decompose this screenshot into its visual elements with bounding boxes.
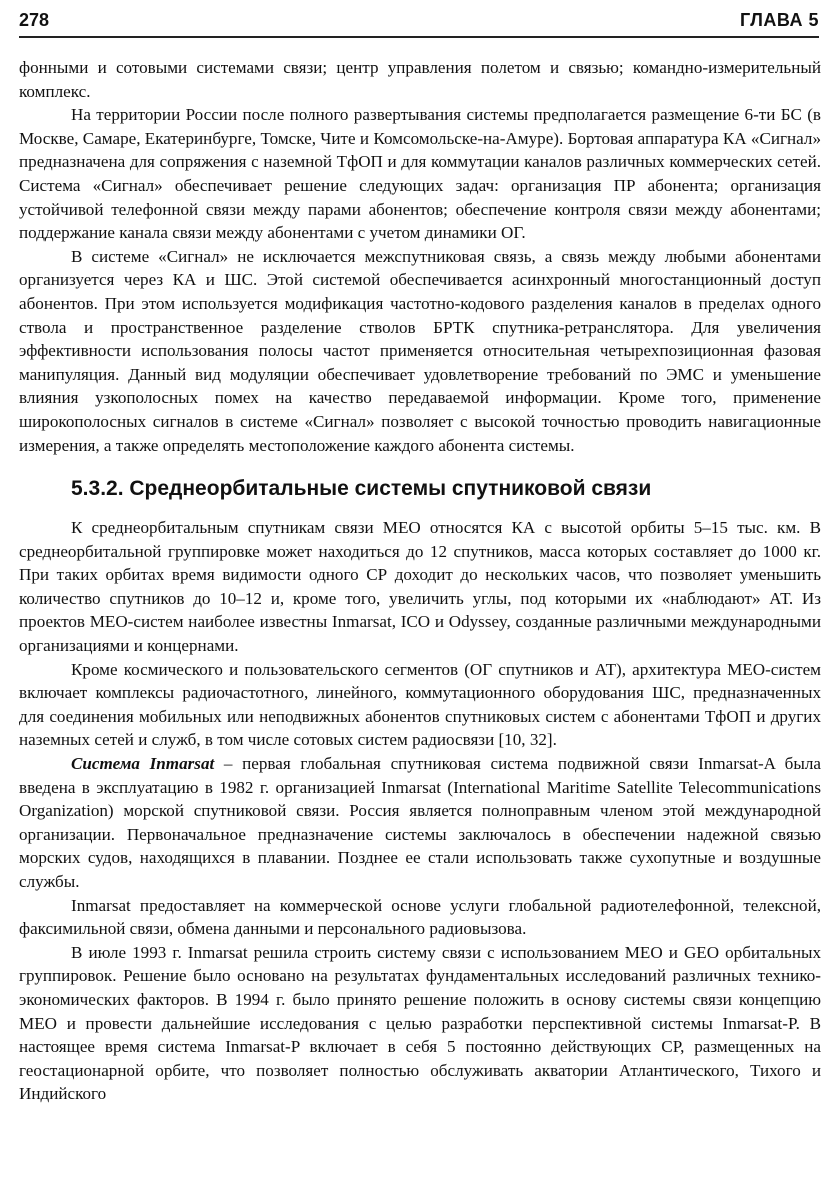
- page-body: [19, 56, 821, 1106]
- paragraph: Кроме космического и пользовательского сегментов (ОГ спутников и АТ), архитектура МЕО-систем включает комплексы радиочастотного, линейного, коммутационного оборудования ШС, предназначенных для соединения мобильных или неподвижных абонентов спутниковых систем с абонентами ТфОП и других наземных сетей и служб, в том числе сотовых систем радиосвязи [10, 32].: [19, 659, 821, 750]
- paragraph: В системе «Сигнал» не исключается межспутниковая связь, а связь между любыми абонентами организуется через КА и ШС. Этой системой обеспечивается асинхронный многостанционный доступ абонентов. При этом используется модификация частотно-кодового разделения каналов в пределах одного ствола и пространственное разделение стволов БРТК спутника-ретранслятора. Для увеличения эффективности использования полосы частот применяется относительная четырехпозиционная фазовая манипуляция. Данный вид модуляции обеспечивает удовлетворение требований по ЭМС и уменьшение влияния узкополосных помех на качество передаваемой информации. Кроме того, применение широкополосных сигналов в системе «Сигнал» позволяет с высокой точностью проводить навигационные измерения, а также определять местоположение каждого абонента системы.: [19, 246, 821, 455]
- system-term: Система Inmarsat: [71, 754, 215, 774]
- paragraph: На территории России после полного развертывания системы предполагается размещение 6-ти БС (в Москве, Самаре, Екатеринбурге, Томске, Чите и Комсомольске-на-Амуре). Бортовая аппаратура КА «Сигнал» предназначена для сопряжения с наземной ТфОП и для коммутации каналов различных коммерческих сетей. Система «Сигнал» обеспечивает решение следующих задач: организация ПР абонента; организация устойчивой телефонной связи между парами абонентов; обеспечение контроля связи между абонентами; поддержание канала связи между абонентами с учетом динамики ОГ.: [19, 105, 821, 243]
- paragraph-text: – первая глобальная спутниковая система подвижной связи Inmarsat-A была введена в эксплуатацию в 1982 г. организацией Inmarsat (International Maritime Satellite Telecommunications Organization) морской спутниковой связи. Россия является полноправным членом этой международной организации. Первоначальное предназначение системы заключалось в обеспечении надежной связью морских судов, находящихся в плавании. Позднее ее стали использовать также сухопутные и воздушные службы.: [19, 754, 821, 891]
- page-number: 278: [19, 10, 50, 30]
- paragraph: В июле 1993 г. Inmarsat решила строить систему связи с использованием МЕО и GEO орбитальных группировок. Решение было основано на результатах фундаментальных исследований различных технико-экономических факторов. В 1994 г. было принято решение положить в основу системы связи концепцию МЕО и провести дальнейшие исследования с целью разработки перспективной системы Inmarsat-P. В настоящее время система Inmarsat-P включает в себя 5 постоянно действующих СР, размещенных на геостационарной орбите, что позволяет полностью обслуживать акватории Атлантического, Тихого и Индийского: [19, 942, 821, 1104]
- paragraph: Inmarsat предоставляет на коммерческой основе услуги глобальной радиотелефонной, телексной, факсимильной связи, обмена данными и персонального радиовызова.: [19, 895, 821, 939]
- paragraph-inmarsat: [19, 752, 821, 894]
- paragraph: К среднеорбитальным спутникам связи МЕО относятся КА с высотой орбиты 5–15 тыс. км. В среднеорбитальной группировке может находиться до 12 спутников, масса которых составляет до 1000 кг. При таких орбитах время видимости одного СР доходит до нескольких часов, что позволяет уменьшить количество спутников до 10–12 и, кроме того, увеличить углы, под которыми их «наблюдают» АТ. Из проектов МЕО-систем наиболее известны Inmarsat, ICO и Odyssey, созданные различными международными организациями и концернами.: [19, 518, 821, 656]
- section-heading: 5.3.2. Среднеорбитальные системы спутниковой связи: [71, 477, 652, 501]
- chapter-label: ГЛАВА 5: [740, 10, 819, 30]
- running-header: [19, 6, 819, 38]
- paragraph-continued: фонными и сотовыми системами связи; центр управления полетом и связью; командно-измерительный комплекс.: [19, 58, 821, 101]
